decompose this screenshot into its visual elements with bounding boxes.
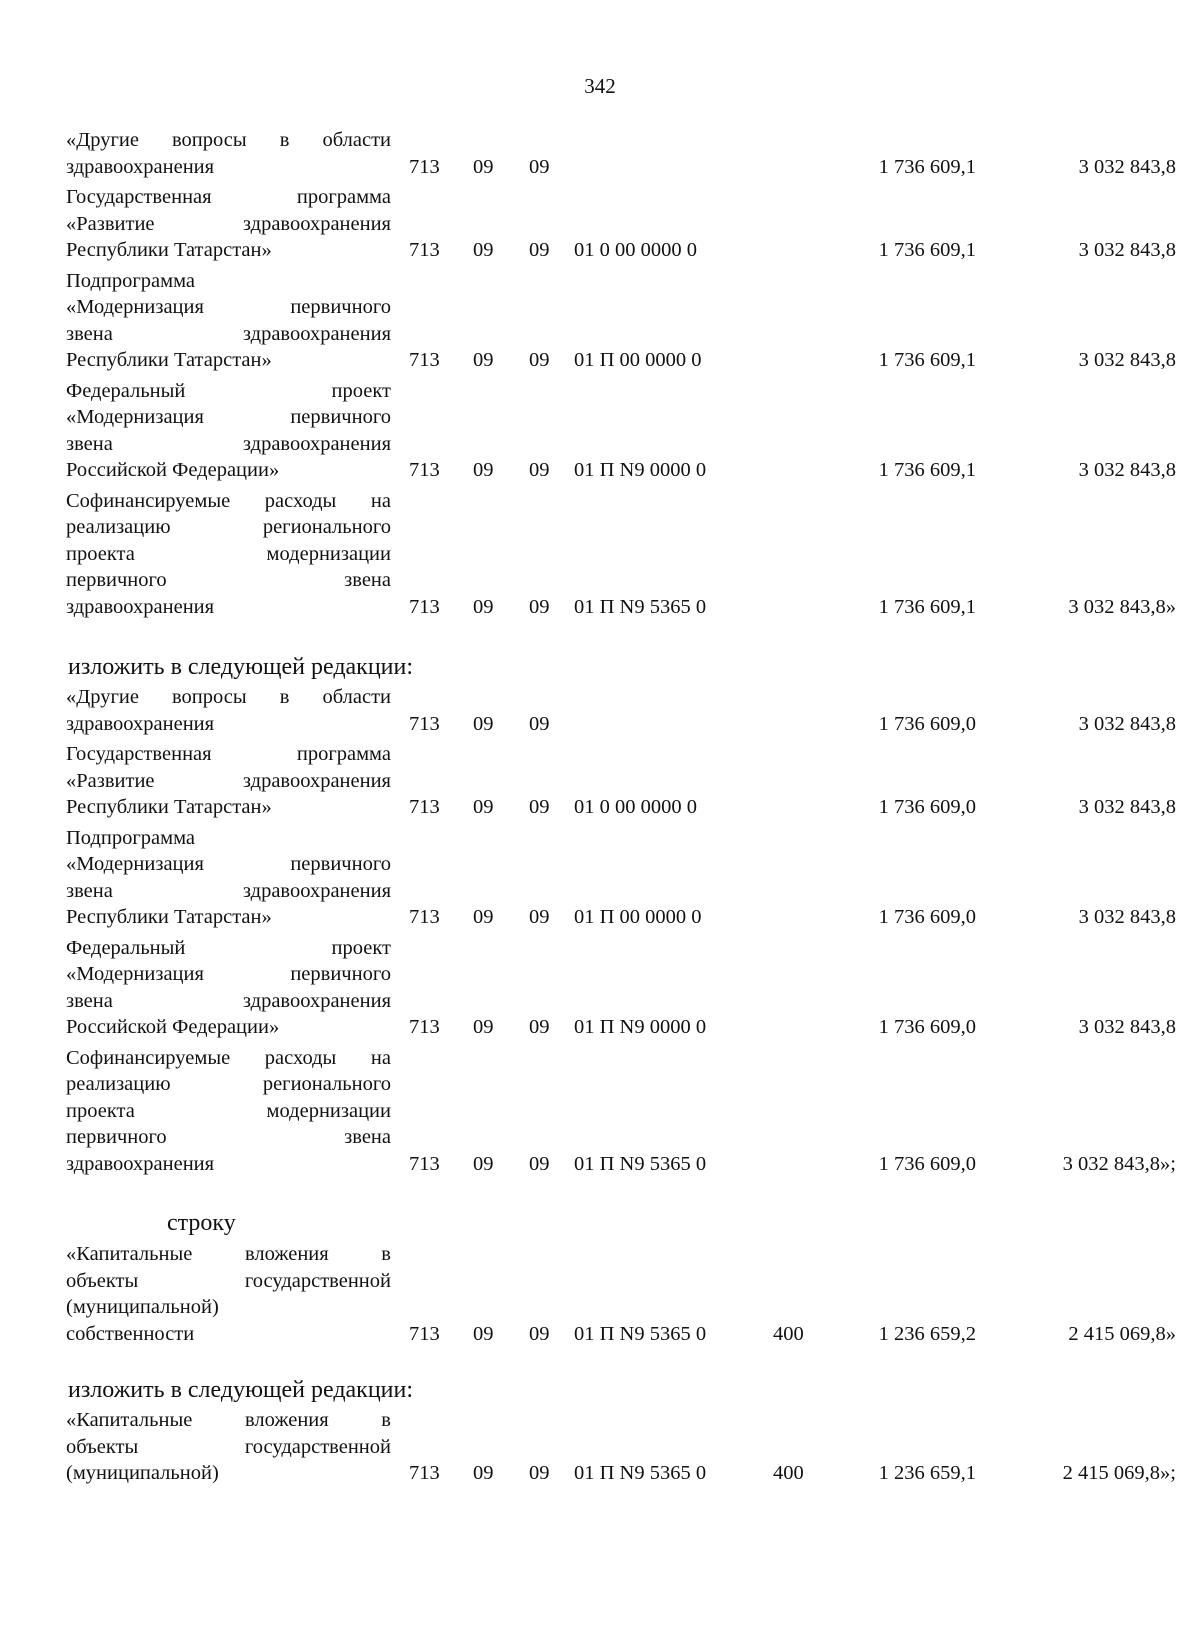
target-item-code: 01 0 00 0000 0 xyxy=(574,796,697,818)
table-row xyxy=(66,1407,1176,1487)
row-name-line: Подпрограмма xyxy=(66,826,196,849)
table-row xyxy=(66,825,1176,931)
table-row xyxy=(66,935,1176,1041)
subsection-code: 09 xyxy=(529,349,550,371)
table-row xyxy=(66,488,1176,621)
subsection-code: 09 xyxy=(529,1322,550,1345)
subsection-code: 09 xyxy=(529,796,550,818)
row-name-line: Республики Татарстан» xyxy=(66,239,272,261)
row-name xyxy=(66,684,391,737)
expense-type-code: 400 xyxy=(773,1322,804,1345)
row-name-line: Российской Федерации» xyxy=(66,1016,280,1038)
amount-year-2: 3 032 843,8 xyxy=(1078,1016,1176,1038)
row-name-line: «Развитие здравоохранения xyxy=(66,212,391,235)
row-name-line: проекта модернизации xyxy=(66,1099,391,1122)
section-code: 09 xyxy=(473,1016,494,1038)
department-code: 713 xyxy=(409,1322,440,1345)
department-code: 713 xyxy=(409,1152,440,1175)
row-name xyxy=(66,488,391,621)
row-name xyxy=(66,741,391,821)
target-item-code: 01 П 00 0000 0 xyxy=(574,906,702,928)
department-code: 713 xyxy=(409,1016,440,1038)
table-row xyxy=(66,268,1176,374)
row-name-line: Софинансируемые расходы на xyxy=(66,489,391,512)
subsection-code: 09 xyxy=(529,906,550,928)
row-name-line: здравоохранения xyxy=(66,595,215,618)
target-item-code: 01 П N9 0000 0 xyxy=(574,1016,707,1038)
amount-year-1: 1 736 609,0 xyxy=(878,1152,976,1175)
table-row xyxy=(66,378,1176,484)
row-name-line: Республики Татарстан» xyxy=(66,796,272,818)
row-name-line: Федеральный проект xyxy=(66,936,391,959)
amount-year-1: 1 236 659,2 xyxy=(878,1322,976,1345)
row-name xyxy=(66,127,391,180)
department-code: 713 xyxy=(409,712,440,735)
budget-table-revised-row xyxy=(66,1407,1176,1487)
subsection-code: 09 xyxy=(529,595,550,618)
subsection-code: 09 xyxy=(529,1462,550,1484)
department-code: 713 xyxy=(409,906,440,928)
amount-year-2: 3 032 843,8 xyxy=(1078,459,1176,481)
table-row xyxy=(66,741,1176,821)
section-code: 09 xyxy=(473,239,494,261)
amount-year-1: 1 736 609,0 xyxy=(878,1016,976,1038)
row-name-line: здравоохранения xyxy=(66,712,215,735)
row-name xyxy=(66,1045,391,1178)
row-name xyxy=(66,184,391,264)
row-name-line: (муниципальной) xyxy=(66,1462,219,1484)
row-name-line: первичного звена xyxy=(66,1126,391,1148)
row-name-line: реализацию регионального xyxy=(66,516,391,538)
amount-year-1: 1 736 609,0 xyxy=(878,712,976,735)
amount-year-2: 2 415 069,8»; xyxy=(1062,1462,1176,1484)
row-name-line: «Модернизация первичного xyxy=(66,853,391,875)
table-row xyxy=(66,184,1176,264)
expense-type-code: 400 xyxy=(773,1462,804,1484)
row-name-line: «Капитальные вложения в xyxy=(66,1409,391,1431)
amount-year-1: 1 736 609,1 xyxy=(878,155,976,178)
target-item-code: 01 П N9 5365 0 xyxy=(574,1322,707,1345)
row-name-line: «Модернизация первичного xyxy=(66,963,391,985)
subsection-code: 09 xyxy=(529,712,550,735)
row-name-line: объекты государственной xyxy=(66,1435,391,1458)
page-number: 342 xyxy=(584,74,616,98)
target-item-code: 01 П N9 5365 0 xyxy=(574,1462,707,1484)
row-name-line: Республики Татарстан» xyxy=(66,906,272,928)
row-name xyxy=(66,268,391,374)
amount-year-2: 3 032 843,8 xyxy=(1078,712,1176,735)
subsection-code: 09 xyxy=(529,1016,550,1038)
row-name-line: звена здравоохранения xyxy=(66,432,391,455)
row-name-line: «Развитие здравоохранения xyxy=(66,769,391,792)
row-name-line: «Другие вопросы в области xyxy=(66,129,391,151)
table-row xyxy=(66,1045,1176,1178)
row-name-line: Федеральный проект xyxy=(66,379,391,402)
subsection-code: 09 xyxy=(529,1152,550,1175)
amount-year-2: 3 032 843,8 xyxy=(1078,906,1176,928)
row-name-line: звена здравоохранения xyxy=(66,322,391,345)
row-name-line: первичного звена xyxy=(66,569,391,591)
amount-year-2: 3 032 843,8 xyxy=(1078,155,1176,178)
row-name xyxy=(66,378,391,484)
department-code: 713 xyxy=(409,796,440,818)
section-code: 09 xyxy=(473,1322,494,1345)
row-name-line: звена здравоохранения xyxy=(66,879,391,902)
amount-year-2: 2 415 069,8» xyxy=(1068,1322,1176,1345)
subsection-code: 09 xyxy=(529,239,550,261)
subsection-code: 09 xyxy=(529,155,550,178)
row-name xyxy=(66,825,391,931)
row-name-line: Государственная программа xyxy=(66,743,391,765)
table-row xyxy=(66,127,1176,180)
target-item-code: 01 П N9 0000 0 xyxy=(574,459,707,481)
instruction-text: изложить в следующей редакции: xyxy=(68,654,414,680)
row-name-line: Софинансируемые расходы на xyxy=(66,1046,391,1069)
row-name-line: «Другие вопросы в области xyxy=(66,686,391,708)
department-code: 713 xyxy=(409,349,440,371)
amount-year-2: 3 032 843,8» xyxy=(1068,595,1176,618)
section-code: 09 xyxy=(473,796,494,818)
section-code: 09 xyxy=(473,1462,494,1484)
amount-year-2: 3 032 843,8 xyxy=(1078,349,1176,371)
row-name-line: Российской Федерации» xyxy=(66,459,280,481)
instruction-text: строку xyxy=(167,1210,236,1236)
department-code: 713 xyxy=(409,1462,440,1484)
instruction-text: изложить в следующей редакции: xyxy=(68,1377,414,1403)
row-name xyxy=(66,1241,391,1347)
amount-year-1: 1 736 609,1 xyxy=(878,349,976,371)
section-code: 09 xyxy=(473,349,494,371)
amount-year-1: 1 736 609,0 xyxy=(878,796,976,818)
amount-year-1: 1 736 609,1 xyxy=(878,239,976,261)
amount-year-2: 3 032 843,8 xyxy=(1078,796,1176,818)
table-row xyxy=(66,1241,1176,1347)
budget-table-original-row xyxy=(66,1241,1176,1347)
department-code: 713 xyxy=(409,459,440,481)
amount-year-2: 3 032 843,8»; xyxy=(1062,1152,1176,1175)
row-name-line: «Модернизация первичного xyxy=(66,296,391,318)
department-code: 713 xyxy=(409,239,440,261)
row-name-line: Подпрограмма xyxy=(66,269,196,292)
target-item-code: 01 0 00 0000 0 xyxy=(574,239,697,261)
budget-table-revised xyxy=(66,684,1176,1177)
section-code: 09 xyxy=(473,906,494,928)
section-code: 09 xyxy=(473,595,494,618)
target-item-code: 01 П N9 5365 0 xyxy=(574,1152,707,1175)
row-name-line: Государственная программа xyxy=(66,186,391,208)
row-name xyxy=(66,1407,391,1487)
target-item-code: 01 П N9 5365 0 xyxy=(574,595,707,618)
row-name xyxy=(66,935,391,1041)
subsection-code: 09 xyxy=(529,459,550,481)
row-name-line: собственности xyxy=(66,1322,195,1345)
department-code: 713 xyxy=(409,595,440,618)
row-name-line: (муниципальной) xyxy=(66,1296,219,1318)
amount-year-1: 1 736 609,1 xyxy=(878,595,976,618)
amount-year-1: 1 736 609,1 xyxy=(878,459,976,481)
row-name-line: звена здравоохранения xyxy=(66,989,391,1012)
row-name-line: проекта модернизации xyxy=(66,542,391,565)
section-code: 09 xyxy=(473,459,494,481)
department-code: 713 xyxy=(409,155,440,178)
row-name-line: объекты государственной xyxy=(66,1269,391,1292)
row-name-line: здравоохранения xyxy=(66,1152,215,1175)
amount-year-1: 1 736 609,0 xyxy=(878,906,976,928)
row-name-line: реализацию регионального xyxy=(66,1073,391,1095)
budget-table-original xyxy=(66,127,1176,620)
row-name-line: «Капитальные вложения в xyxy=(66,1243,391,1265)
row-name-line: Республики Татарстан» xyxy=(66,349,272,371)
section-code: 09 xyxy=(473,1152,494,1175)
section-code: 09 xyxy=(473,712,494,735)
target-item-code: 01 П 00 0000 0 xyxy=(574,349,702,371)
row-name-line: «Модернизация первичного xyxy=(66,406,391,428)
table-row xyxy=(66,684,1176,737)
amount-year-1: 1 236 659,1 xyxy=(878,1462,976,1484)
row-name-line: здравоохранения xyxy=(66,155,215,178)
amount-year-2: 3 032 843,8 xyxy=(1078,239,1176,261)
section-code: 09 xyxy=(473,155,494,178)
